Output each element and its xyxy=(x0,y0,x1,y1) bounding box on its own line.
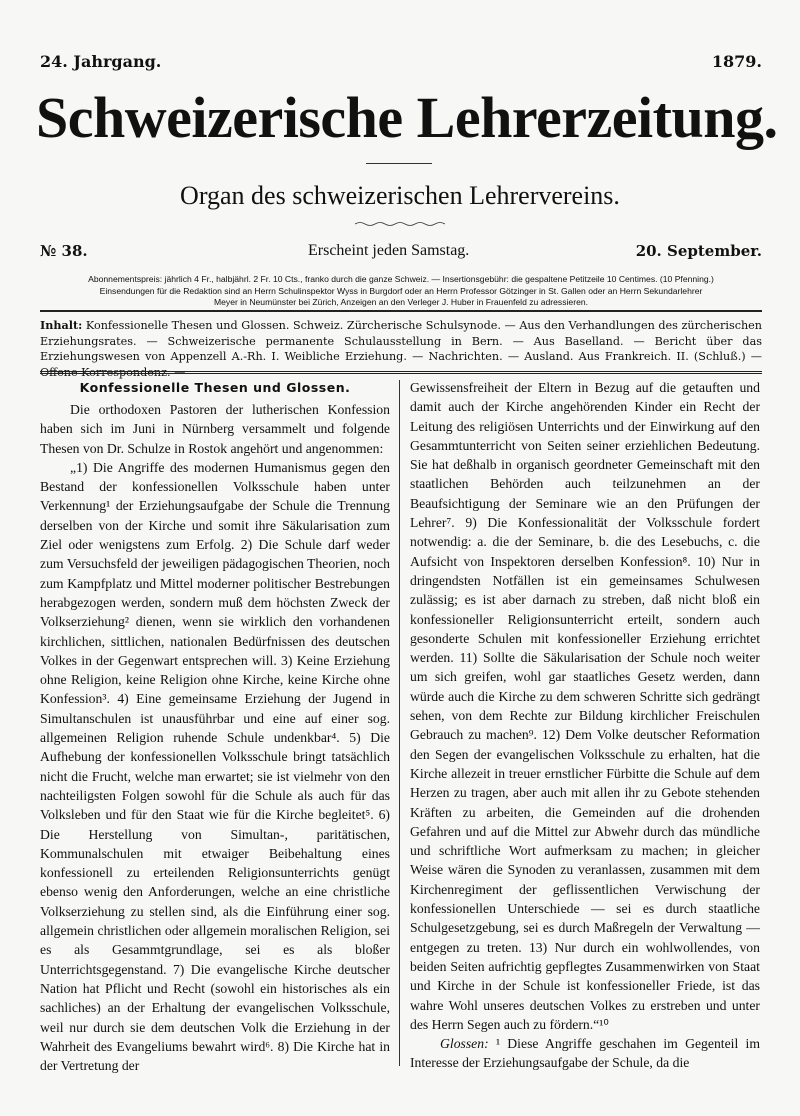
article-column-right xyxy=(410,378,760,1073)
article-intro: Die orthodoxen Pastoren der lutherischen Konfession haben sich im Juni in Nürnberg versammelt und folgende Thesen von Dr. Schulze in Rostok angehört und angenommen: xyxy=(40,402,390,456)
article-body-left: „1) Die Angriffe des modernen Humanismus gegen den Bestand der konfessionellen Volksschule haben unter Verkennung¹ der Erziehungsaufgabe der Schule die Trennung derselben von der Kirche und somit ihre Säkularisation zum Ziel oder wenigstens zum Erfolg. 2) Die Schule darf weder zum Versuchsfeld der jeweiligen pädagogischen Theorien, noch zum Kampfplatz und Mittel moderner politischer Bestrebungen herabgezogen werden, sondern muß dem höchsten Zweck der Volkserziehung² dienen, wenn sie wirklich den vorhandenen kirchlichen, sittlichen, nationalen Bedürfnissen des deutschen Volkes in der Gegenwart entsprechen will. 3) Keine Erziehung ohne Religion, keine Religion ohne Kirche, keine Kirche ohne Konfession³. 4) Eine gemeinsame Erziehung der Jugend in Simultanschulen ist unausführbar und eine auf einer sog. allgemeinen Religion ruhende Schule undenkbar⁴. 5) Die Aufhebung der konfessionellen Volksschule bringt tatsächlich nicht die Frucht, welche man erwartet; sie ist vielmehr von den nachteiligsten Folgen sowohl für die Schule als auch für das Volksleben und für den Staat wie für die Kirche begleitet⁵. 6) Die Herstellung von Simultan-, paritätischen, Kommunalschulen mit etwaiger Beibehaltung eines konfessionell zu erteilenden Religionsunterrichts genügt ebenso wenig den Anforderungen, welche an eine christliche Volkserziehung zu stellen sind, als die Einführung einer sog. allgemein christlichen oder allgemein moralischen Religion, sei es als Gesammtgrundlage, sei es als bloßer Unterrichtsgegenstand. 7) Die evangelische Kirche deutscher Nation hat Pflicht und Recht (sowohl ein historisches als ein sachliches) an der Erhaltung der evangelischen Volksschule, weil nur durch sie dem deutschen Volk die Erziehung in der Wahrheit des Evangeliums bewahrt wird⁶. 8) Die Kirche hat in der Vertretung der xyxy=(40,459,390,1074)
issue-date: 20. September. xyxy=(635,242,762,260)
contents-text: Konfessionelle Thesen und Glossen. Schweiz. Zürcherische Schulsynode. — Aus den Verhandlungen des zürcherischen Erziehungsrates. — Schweizerische permanente Schulausstellung in Bern. — Aus Baselland. — Bericht über das Erziehungswesen von Appenzell A.-Rh. I. Weibliche Erziehung. — Nachrichten. — Ausland. Aus Frankreich. II. (Schluß.) — Offene Korrespondenz. — xyxy=(40,319,762,379)
fineprint-line: Meyer in Neumünster bei Zürich, Anzeigen an den Verleger J. Huber in Frauenfeld zu adressieren. xyxy=(213,297,589,307)
column-divider xyxy=(399,380,400,1066)
fineprint-line: Abonnementspreis: jährlich 4 Fr., halbjährl. 2 Fr. 10 Cts., franko durch die ganze Schweiz. — Insertionsgebühr: die gespaltene Petitzeile 10 Centimes. (10 Pfenning.) xyxy=(88,274,714,284)
glossen-label: Glossen: xyxy=(440,1036,489,1052)
year-label: 1879. xyxy=(711,52,762,71)
ornament-rule xyxy=(355,221,445,227)
fineprint-line: Einsendungen für die Redaktion sind an Herrn Schulinspektor Wyss in Burgdorf oder an Herrn Professor Götzinger in St. Gallen oder an Herrn Sekundarlehrer xyxy=(99,285,703,296)
subscription-info xyxy=(40,274,762,309)
top-line xyxy=(40,52,762,74)
glossen-text: ¹ Diese Angriffe geschahen im Gegenteil im Interesse der Erziehungsaufgabe der Schule, da die xyxy=(410,1036,761,1071)
article-body-right: Gewissensfreiheit der Eltern in Bezug auf die getauften und damit auch der Kirche angehörenden Kinder ein Recht der Leitung des religiösen Unterrichts und der Einwirkung auf den Gesammtunterricht von Seiten seiner erziehlichen Bedeutung. Sie hat deßhalb in organisch geordneter Gemeinschaft mit den staatlichen Behörden auch teilzunehmen an der Beaufsichtigung der Seminare wie an den Prüfungen der Lehrer⁷. 9) Die Konfessionalität der Volksschule fordert notwendig: a. die der Seminare, b. die des Lesebuchs, c. die Aufsicht von Inspektoren derselben Konfession⁸. 10) Nur in dringendsten Notfällen ist ein gemeinsames Schulwesen zulässig; es ist aber darnach zu streben, daß nicht bloß ein konfessioneller Religionsunterricht erteilt, sondern auch gesonderte Schulen mit konfessioneller Erziehung errichtet werden. 11) Sollte die Säkularisation der Schule noch weiter um sich greifen, wohl gar staatliches Gesetz werden, dann würde auch die Kirche zu dem schweren Schritte sich gedrängt sehen, von dem Rechte zur Bildung kirchlicher Freischulen Gebrauch zu machen⁹. 12) Dem Volke deutscher Reformation den Segen der evangelischen Volksschule zu erhalten, hat die Kirche allezeit in treuer ernstlicher Fürbitte die Schule auf dem Herzen zu tragen, aber auch mit allen ihr zu Gebote stehenden Kräften zu arbeiten, die Gemeinden auf die drohenden Gefahren und auf die Mittel zur Abwehr durch das mündliche und schriftliche Wort aufmerksam zu machen; in gleicher Weise wären die Synoden zu veranlassen, zusammen mit dem Kirchenregiment der geflissentlichen Verwischung der konfessionellen Unterschiede — sei es durch staatliche Schulgesetzgebung, sei es durch Maßregeln der Verwaltung — entgegen zu treten. 13) Nur durch ein wohlwollendes, von beiden Seiten aufrichtig gepflegtes Zusammenwirken von Staat und Kirche in der Schule ist konfessioneller Friede, ist das wahre Wohl unseres deutschen Volkes zu erstreben und unter des Herrn Segen auch zu fördern.“¹⁰ xyxy=(410,380,760,1032)
article-heading: Konfessionelle Thesen und Glossen. xyxy=(79,380,351,395)
title-rule xyxy=(366,163,432,164)
contents-label: Inhalt: xyxy=(40,318,83,332)
masthead-title: Schweizerische Lehrerzeitung. xyxy=(36,85,778,150)
masthead-subtitle: Organ des schweizerischen Lehrervereins. xyxy=(180,181,620,210)
issue-line xyxy=(40,242,762,264)
contents-divider xyxy=(40,371,762,374)
volume-label: 24. Jahrgang. xyxy=(40,52,162,71)
frequency-note: Erscheint jeden Samstag. xyxy=(308,242,470,259)
glossen-paragraph xyxy=(410,1034,760,1073)
article-column-left xyxy=(40,378,390,1075)
header-divider xyxy=(40,310,762,312)
issue-number: № 38. xyxy=(40,242,88,260)
